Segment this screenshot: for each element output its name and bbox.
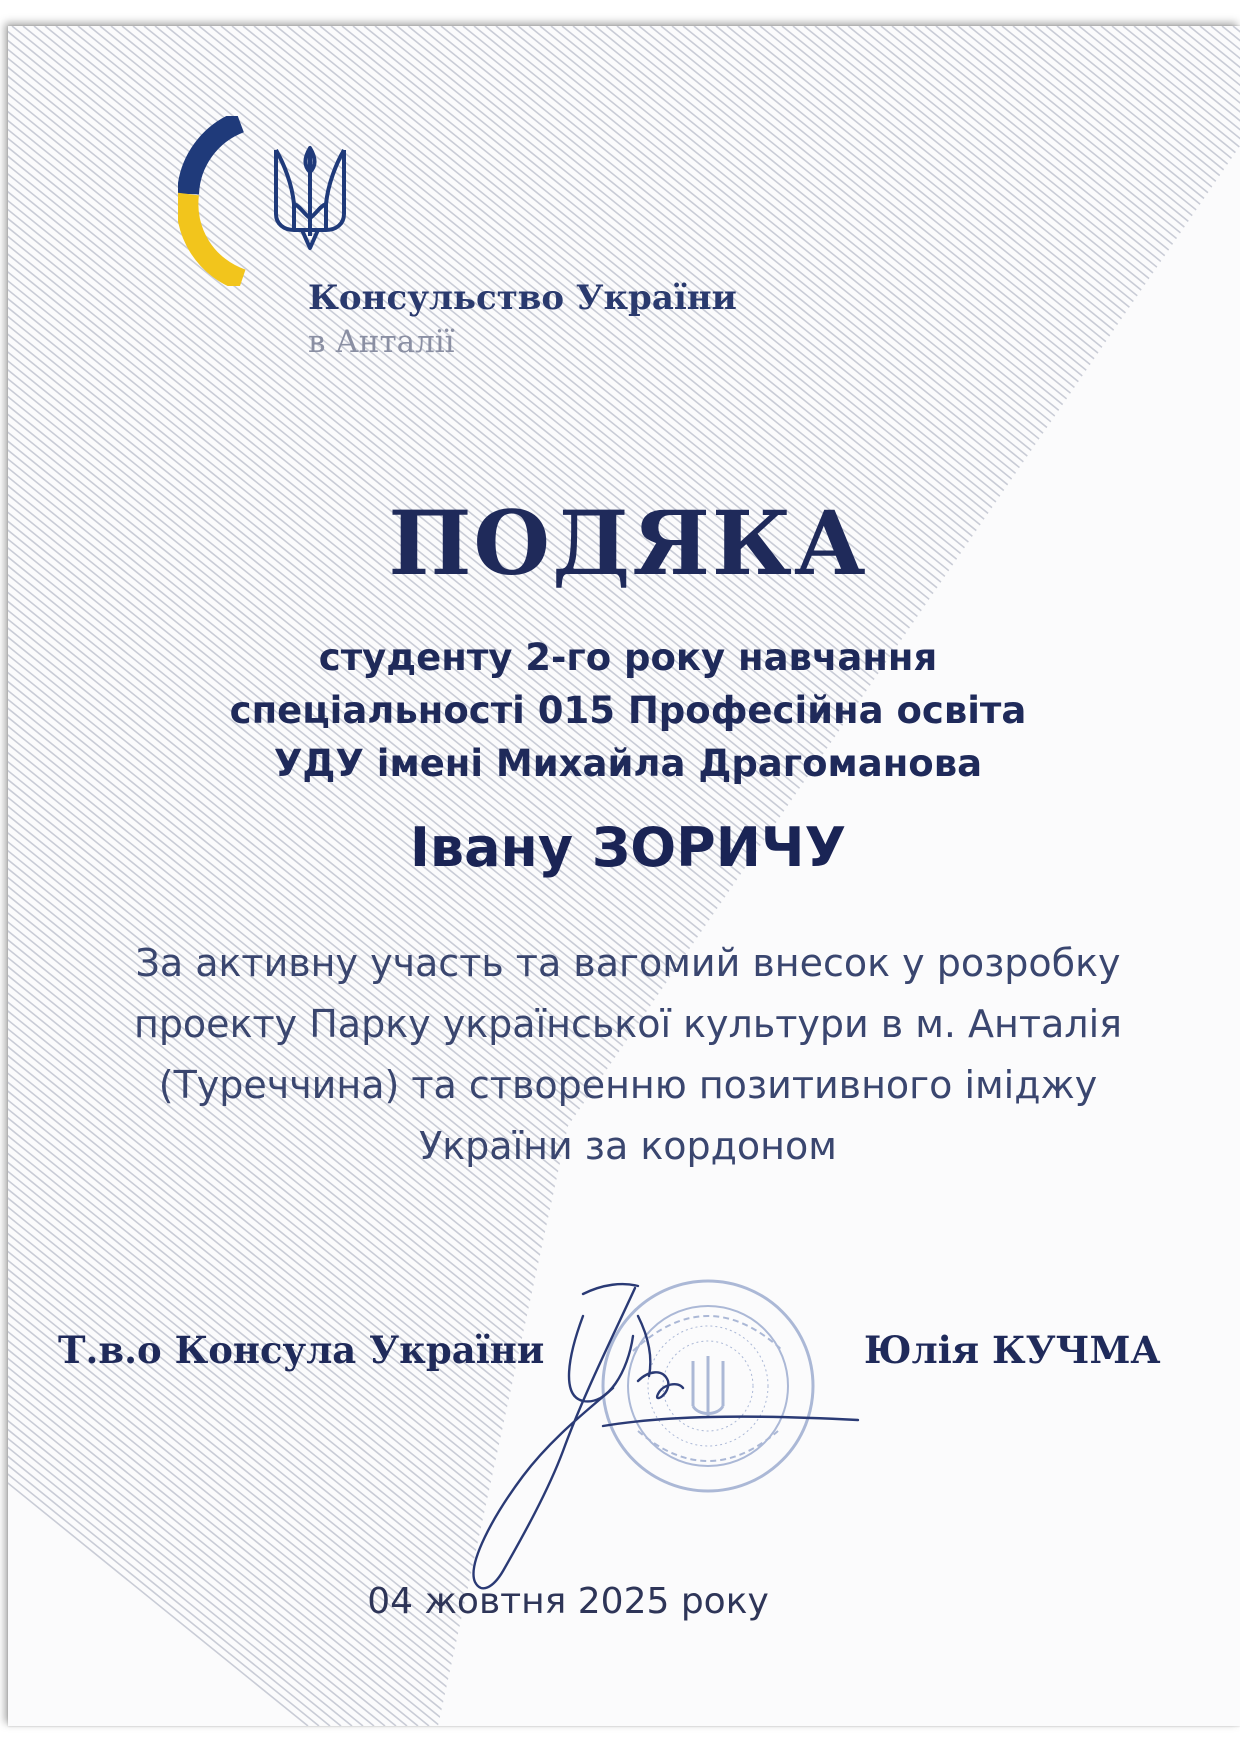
signature-icon	[463, 1276, 883, 1606]
recipient-name: Івану ЗОРИЧУ	[409, 816, 847, 879]
trident-icon	[270, 144, 350, 254]
arc-logo-icon	[178, 116, 268, 286]
recipient-line-2: спеціальності 015 Професійна освіта	[229, 689, 1027, 732]
organization-name: Консульство України	[308, 278, 737, 318]
signer-position: Т.в.о Консула України	[58, 1328, 545, 1372]
reason-line-3: (Туреччина) та створенню позитивного іміджу	[158, 1063, 1098, 1107]
issue-date: 04 жовтня 2025 року	[367, 1581, 769, 1622]
organization-city: в Анталії	[308, 324, 455, 360]
recipient-line-1: студенту 2-го року навчання	[318, 636, 938, 679]
reason-line-4: України за кордоном	[419, 1124, 837, 1168]
certificate-sheet	[8, 26, 1240, 1726]
signer-name: Юлія КУЧМА	[864, 1328, 1161, 1372]
document-title: ПОДЯКА	[388, 491, 868, 595]
reason-line-1: За активну участь та вагомий внесок у розробку	[135, 941, 1121, 985]
reason-line-2: проекту Парку української культури в м. Анталія	[133, 1002, 1123, 1046]
recipient-line-3: УДУ імені Михайла Драгоманова	[273, 742, 983, 785]
